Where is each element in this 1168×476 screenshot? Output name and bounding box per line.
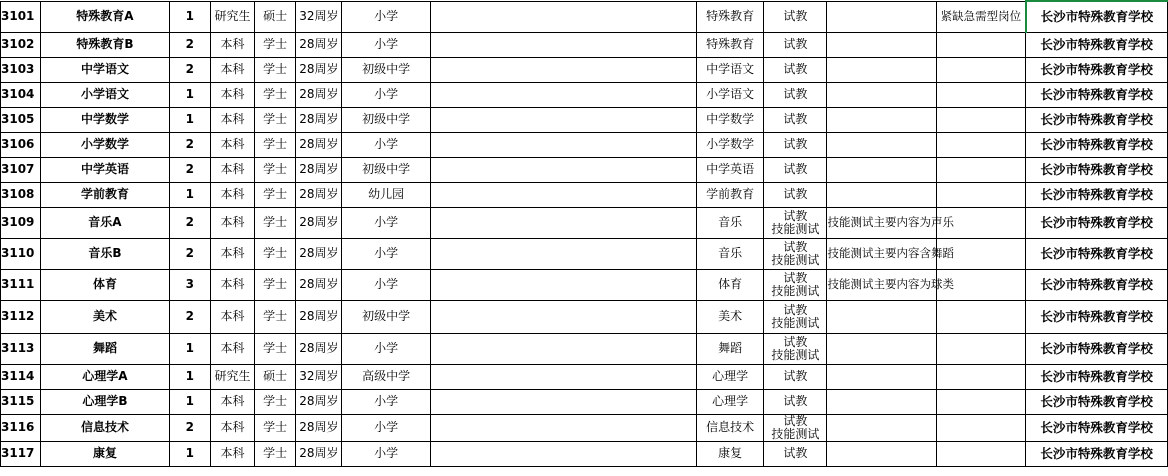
position-code-cell[interactable]: 3112 <box>1 300 41 333</box>
exam-method-cell[interactable] <box>764 182 827 207</box>
subject-cell[interactable]: 音乐 <box>696 238 763 269</box>
blank-cell[interactable] <box>430 389 696 414</box>
note-cell[interactable] <box>827 300 936 333</box>
note-cell[interactable]: 技能测试主要内容含舞蹈 <box>827 238 936 269</box>
age-limit-cell[interactable]: 28周岁 <box>296 32 342 57</box>
exam-method-cell[interactable] <box>764 300 827 333</box>
degree-cell[interactable]: 学士 <box>255 300 296 333</box>
employer-cell[interactable]: 长沙市特殊教育学校 <box>1026 333 1168 364</box>
school-level-cell[interactable]: 小学 <box>342 441 430 466</box>
position-name-cell[interactable]: 中学数学 <box>41 107 170 132</box>
subject-cell[interactable]: 音乐 <box>696 207 763 238</box>
exam-method-cell[interactable] <box>764 132 827 157</box>
position-code-cell[interactable]: 3106 <box>1 132 41 157</box>
age-limit-cell[interactable]: 28周岁 <box>296 238 342 269</box>
exam-method-item: 试教 <box>783 208 808 223</box>
age-limit-cell[interactable]: 28周岁 <box>296 132 342 157</box>
exam-method-cell[interactable] <box>764 364 827 389</box>
blank-cell[interactable] <box>430 269 696 300</box>
employer-cell[interactable]: 长沙市特殊教育学校 <box>1026 57 1168 82</box>
blank-cell[interactable] <box>430 414 696 441</box>
subject-cell[interactable]: 学前教育 <box>696 182 763 207</box>
exam-method-item: 试教 <box>783 369 808 383</box>
blank-cell[interactable] <box>430 441 696 466</box>
employer-cell[interactable]: 长沙市特殊教育学校 <box>1026 107 1168 132</box>
degree-cell[interactable]: 学士 <box>255 269 296 300</box>
exam-method-item: 试教 <box>783 137 808 151</box>
position-code-cell[interactable]: 3109 <box>1 207 41 238</box>
age-limit-cell[interactable]: 28周岁 <box>296 157 342 182</box>
exam-method-cell[interactable] <box>764 269 827 300</box>
exam-method-item: 试教 <box>783 302 808 317</box>
school-level-cell[interactable]: 小学 <box>342 333 430 364</box>
headcount-cell[interactable]: 2 <box>169 300 210 333</box>
exam-method-cell[interactable] <box>764 207 827 238</box>
education-cell[interactable]: 研究生 <box>210 364 254 389</box>
education-cell[interactable]: 本科 <box>210 207 254 238</box>
remark-cell[interactable] <box>936 32 1025 57</box>
exam-method-item: 技能测试 <box>771 252 820 267</box>
note-cell[interactable] <box>827 57 936 82</box>
degree-cell[interactable]: 学士 <box>255 57 296 82</box>
education-cell[interactable]: 本科 <box>210 389 254 414</box>
employer-cell[interactable]: 长沙市特殊教育学校 <box>1026 269 1168 300</box>
blank-cell[interactable] <box>430 157 696 182</box>
exam-method-cell[interactable] <box>764 32 827 57</box>
remark-cell[interactable] <box>936 389 1025 414</box>
subject-cell[interactable]: 美术 <box>696 300 763 333</box>
education-cell[interactable]: 本科 <box>210 333 254 364</box>
headcount-cell[interactable]: 1 <box>169 364 210 389</box>
headcount-cell[interactable]: 1 <box>169 441 210 466</box>
school-level-cell[interactable]: 初级中学 <box>342 57 430 82</box>
table-row <box>1 389 1168 414</box>
degree-cell[interactable]: 学士 <box>255 238 296 269</box>
subject-cell[interactable]: 特殊教育 <box>696 1 763 32</box>
position-code-cell[interactable]: 3111 <box>1 269 41 300</box>
position-code-cell[interactable]: 3117 <box>1 441 41 466</box>
blank-cell[interactable] <box>430 333 696 364</box>
education-cell[interactable]: 本科 <box>210 157 254 182</box>
exam-method-item: 试教 <box>783 112 808 126</box>
remark-cell[interactable] <box>936 107 1025 132</box>
exam-method-cell[interactable] <box>764 107 827 132</box>
exam-method-item: 试教 <box>783 9 808 23</box>
employer-cell[interactable]: 长沙市特殊教育学校 <box>1026 157 1168 182</box>
age-limit-cell[interactable]: 28周岁 <box>296 441 342 466</box>
education-cell[interactable]: 研究生 <box>210 1 254 32</box>
position-name-cell[interactable]: 体育 <box>41 269 170 300</box>
remark-cell[interactable] <box>936 157 1025 182</box>
table-row <box>1 82 1168 107</box>
school-level-cell[interactable]: 小学 <box>342 32 430 57</box>
exam-method-item: 试教 <box>783 62 808 76</box>
position-code-cell[interactable]: 3103 <box>1 57 41 82</box>
table-row <box>1 269 1168 300</box>
subject-cell[interactable]: 中学数学 <box>696 107 763 132</box>
school-level-cell[interactable]: 小学 <box>342 82 430 107</box>
table-row <box>1 157 1168 182</box>
position-code-cell[interactable]: 3113 <box>1 333 41 364</box>
subject-cell[interactable]: 特殊教育 <box>696 32 763 57</box>
blank-cell[interactable] <box>430 82 696 107</box>
exam-method-cell[interactable] <box>764 57 827 82</box>
school-level-cell[interactable]: 小学 <box>342 207 430 238</box>
headcount-cell[interactable]: 2 <box>169 32 210 57</box>
table-row <box>1 441 1168 466</box>
position-name-cell[interactable]: 音乐A <box>41 207 170 238</box>
blank-cell[interactable] <box>430 207 696 238</box>
employer-cell[interactable]: 长沙市特殊教育学校 <box>1026 132 1168 157</box>
age-limit-cell[interactable]: 32周岁 <box>296 1 342 32</box>
note-cell[interactable] <box>827 157 936 182</box>
exam-method-item: 试教 <box>783 37 808 51</box>
exam-method-item: 试教 <box>783 187 808 201</box>
headcount-cell[interactable]: 1 <box>169 182 210 207</box>
education-cell[interactable]: 本科 <box>210 269 254 300</box>
headcount-cell[interactable]: 2 <box>169 57 210 82</box>
position-name-cell[interactable]: 心理学B <box>41 389 170 414</box>
age-limit-cell[interactable]: 32周岁 <box>296 364 342 389</box>
school-level-cell[interactable]: 高级中学 <box>342 364 430 389</box>
remark-cell[interactable] <box>936 82 1025 107</box>
blank-cell[interactable] <box>430 238 696 269</box>
education-cell[interactable]: 本科 <box>210 414 254 441</box>
exam-method-cell[interactable] <box>764 441 827 466</box>
degree-cell[interactable]: 学士 <box>255 414 296 441</box>
age-limit-cell[interactable]: 28周岁 <box>296 107 342 132</box>
blank-cell[interactable] <box>430 132 696 157</box>
education-cell[interactable]: 本科 <box>210 132 254 157</box>
headcount-cell[interactable]: 2 <box>169 238 210 269</box>
employer-cell[interactable]: 长沙市特殊教育学校 <box>1026 364 1168 389</box>
subject-cell[interactable]: 信息技术 <box>696 414 763 441</box>
employer-cell[interactable]: 长沙市特殊教育学校 <box>1026 32 1168 57</box>
employer-cell[interactable]: 长沙市特殊教育学校 <box>1026 238 1168 269</box>
degree-cell[interactable]: 学士 <box>255 157 296 182</box>
employer-cell[interactable]: 长沙市特殊教育学校 <box>1026 441 1168 466</box>
exam-method-cell[interactable] <box>764 389 827 414</box>
degree-cell[interactable]: 学士 <box>255 207 296 238</box>
blank-cell[interactable] <box>430 107 696 132</box>
table-row <box>1 364 1168 389</box>
remark-cell[interactable] <box>936 441 1025 466</box>
position-name-cell[interactable]: 心理学A <box>41 364 170 389</box>
age-limit-cell[interactable]: 28周岁 <box>296 300 342 333</box>
degree-cell[interactable]: 学士 <box>255 82 296 107</box>
note-cell[interactable] <box>827 107 936 132</box>
position-code-cell[interactable]: 3114 <box>1 364 41 389</box>
blank-cell[interactable] <box>430 32 696 57</box>
blank-cell[interactable] <box>430 300 696 333</box>
employer-cell[interactable]: 长沙市特殊教育学校 <box>1026 1 1168 32</box>
school-level-cell[interactable]: 初级中学 <box>342 157 430 182</box>
exam-method-item: 试教 <box>783 394 808 408</box>
table-row <box>1 57 1168 82</box>
note-cell[interactable]: 技能测试主要内容为球类 <box>827 269 936 300</box>
note-cell[interactable] <box>827 389 936 414</box>
headcount-cell[interactable]: 2 <box>169 132 210 157</box>
school-level-cell[interactable]: 小学 <box>342 1 430 32</box>
exam-method-item: 试教 <box>783 270 808 285</box>
headcount-cell[interactable]: 1 <box>169 107 210 132</box>
exam-method-item: 试教 <box>783 446 808 460</box>
position-code-cell[interactable]: 3115 <box>1 389 41 414</box>
subject-cell[interactable]: 康复 <box>696 441 763 466</box>
subject-cell[interactable]: 小学数学 <box>696 132 763 157</box>
position-code-cell[interactable]: 3104 <box>1 82 41 107</box>
age-limit-cell[interactable]: 28周岁 <box>296 57 342 82</box>
table-row <box>1 182 1168 207</box>
blank-cell[interactable] <box>430 57 696 82</box>
school-level-cell[interactable]: 小学 <box>342 132 430 157</box>
exam-method-cell[interactable] <box>764 333 827 364</box>
position-name-cell[interactable]: 美术 <box>41 300 170 333</box>
subject-cell[interactable]: 中学语文 <box>696 57 763 82</box>
position-code-cell[interactable]: 3101 <box>1 1 41 32</box>
school-level-cell[interactable]: 初级中学 <box>342 107 430 132</box>
position-code-cell[interactable]: 3102 <box>1 32 41 57</box>
education-cell[interactable]: 本科 <box>210 57 254 82</box>
education-cell[interactable]: 本科 <box>210 300 254 333</box>
table-row <box>1 1 1168 32</box>
note-cell[interactable] <box>827 364 936 389</box>
exam-method-cell[interactable] <box>764 82 827 107</box>
position-code-cell[interactable]: 3107 <box>1 157 41 182</box>
employer-cell[interactable]: 长沙市特殊教育学校 <box>1026 389 1168 414</box>
position-name-cell[interactable]: 音乐B <box>41 238 170 269</box>
note-cell[interactable] <box>827 1 936 32</box>
headcount-cell[interactable]: 1 <box>169 389 210 414</box>
position-name-cell[interactable]: 小学语文 <box>41 82 170 107</box>
note-cell[interactable] <box>827 333 936 364</box>
subject-cell[interactable]: 舞蹈 <box>696 333 763 364</box>
position-name-cell[interactable]: 中学语文 <box>41 57 170 82</box>
age-limit-cell[interactable]: 28周岁 <box>296 207 342 238</box>
exam-method-item: 技能测试 <box>771 283 820 298</box>
exam-method-item: 试教 <box>783 413 808 428</box>
position-name-cell[interactable]: 特殊教育B <box>41 32 170 57</box>
remark-cell[interactable] <box>936 333 1025 364</box>
exam-method-item: 技能测试 <box>771 347 820 362</box>
note-cell[interactable] <box>827 32 936 57</box>
remark-cell[interactable] <box>936 300 1025 333</box>
exam-method-item: 试教 <box>783 87 808 101</box>
employer-cell[interactable]: 长沙市特殊教育学校 <box>1026 414 1168 441</box>
exam-method-cell[interactable] <box>764 414 827 441</box>
education-cell[interactable]: 本科 <box>210 107 254 132</box>
position-name-cell[interactable]: 康复 <box>41 441 170 466</box>
age-limit-cell[interactable]: 28周岁 <box>296 414 342 441</box>
position-name-cell[interactable]: 特殊教育A <box>41 1 170 32</box>
exam-method-cell[interactable] <box>764 157 827 182</box>
headcount-cell[interactable]: 1 <box>169 82 210 107</box>
degree-cell[interactable]: 学士 <box>255 32 296 57</box>
table-row <box>1 333 1168 364</box>
blank-cell[interactable] <box>430 1 696 32</box>
exam-method-cell[interactable] <box>764 1 827 32</box>
subject-cell[interactable]: 心理学 <box>696 389 763 414</box>
exam-method-cell[interactable] <box>764 238 827 269</box>
table-row <box>1 107 1168 132</box>
remark-cell[interactable] <box>936 132 1025 157</box>
school-level-cell[interactable]: 幼儿园 <box>342 182 430 207</box>
note-cell[interactable] <box>827 132 936 157</box>
age-limit-cell[interactable]: 28周岁 <box>296 333 342 364</box>
subject-cell[interactable]: 心理学 <box>696 364 763 389</box>
table-row <box>1 414 1168 441</box>
subject-cell[interactable]: 中学英语 <box>696 157 763 182</box>
table-row <box>1 207 1168 238</box>
exam-method-item: 技能测试 <box>771 221 820 236</box>
degree-cell[interactable]: 学士 <box>255 389 296 414</box>
exam-method-item: 试教 <box>783 162 808 176</box>
table-row <box>1 300 1168 333</box>
headcount-cell[interactable]: 1 <box>169 1 210 32</box>
employer-cell[interactable]: 长沙市特殊教育学校 <box>1026 82 1168 107</box>
employer-cell[interactable]: 长沙市特殊教育学校 <box>1026 207 1168 238</box>
headcount-cell[interactable]: 1 <box>169 333 210 364</box>
blank-cell[interactable] <box>430 182 696 207</box>
note-cell[interactable] <box>827 82 936 107</box>
school-level-cell[interactable]: 初级中学 <box>342 300 430 333</box>
table-row <box>1 238 1168 269</box>
position-code-cell[interactable]: 3105 <box>1 107 41 132</box>
exam-method-item: 技能测试 <box>771 426 820 441</box>
remark-cell[interactable] <box>936 182 1025 207</box>
note-cell[interactable] <box>827 414 936 441</box>
education-cell[interactable]: 本科 <box>210 182 254 207</box>
headcount-cell[interactable]: 2 <box>169 207 210 238</box>
education-cell[interactable]: 本科 <box>210 32 254 57</box>
school-level-cell[interactable]: 小学 <box>342 269 430 300</box>
school-level-cell[interactable]: 小学 <box>342 414 430 441</box>
remark-cell[interactable]: 紧缺急需型岗位 <box>936 1 1025 32</box>
age-limit-cell[interactable]: 28周岁 <box>296 182 342 207</box>
table-row <box>1 32 1168 57</box>
position-code-cell[interactable]: 3116 <box>1 414 41 441</box>
position-code-cell[interactable]: 3108 <box>1 182 41 207</box>
note-cell[interactable] <box>827 182 936 207</box>
note-cell[interactable] <box>827 441 936 466</box>
remark-cell[interactable] <box>936 364 1025 389</box>
position-name-cell[interactable]: 中学英语 <box>41 157 170 182</box>
education-cell[interactable]: 本科 <box>210 238 254 269</box>
exam-method-item: 试教 <box>783 334 808 349</box>
remark-cell[interactable] <box>936 414 1025 441</box>
age-limit-cell[interactable]: 28周岁 <box>296 389 342 414</box>
degree-cell[interactable]: 硕士 <box>255 364 296 389</box>
remark-cell[interactable] <box>936 57 1025 82</box>
degree-cell[interactable]: 学士 <box>255 132 296 157</box>
education-cell[interactable]: 本科 <box>210 441 254 466</box>
school-level-cell[interactable]: 小学 <box>342 238 430 269</box>
age-limit-cell[interactable]: 28周岁 <box>296 269 342 300</box>
degree-cell[interactable]: 硕士 <box>255 1 296 32</box>
position-name-cell[interactable]: 信息技术 <box>41 414 170 441</box>
table-row <box>1 132 1168 157</box>
position-name-cell[interactable]: 舞蹈 <box>41 333 170 364</box>
headcount-cell[interactable]: 2 <box>169 414 210 441</box>
education-cell[interactable]: 本科 <box>210 82 254 107</box>
subject-cell[interactable]: 小学语文 <box>696 82 763 107</box>
blank-cell[interactable] <box>430 364 696 389</box>
school-level-cell[interactable]: 小学 <box>342 389 430 414</box>
headcount-cell[interactable]: 2 <box>169 157 210 182</box>
degree-cell[interactable]: 学士 <box>255 107 296 132</box>
age-limit-cell[interactable]: 28周岁 <box>296 82 342 107</box>
note-cell[interactable]: 技能测试主要内容为声乐 <box>827 207 936 238</box>
degree-cell[interactable]: 学士 <box>255 182 296 207</box>
degree-cell[interactable]: 学士 <box>255 441 296 466</box>
exam-method-item: 试教 <box>783 239 808 254</box>
employer-cell[interactable]: 长沙市特殊教育学校 <box>1026 182 1168 207</box>
employer-cell[interactable]: 长沙市特殊教育学校 <box>1026 300 1168 333</box>
exam-method-item: 技能测试 <box>771 315 820 330</box>
headcount-cell[interactable]: 3 <box>169 269 210 300</box>
subject-cell[interactable]: 体育 <box>696 269 763 300</box>
position-code-cell[interactable]: 3110 <box>1 238 41 269</box>
position-name-cell[interactable]: 学前教育 <box>41 182 170 207</box>
degree-cell[interactable]: 学士 <box>255 333 296 364</box>
position-name-cell[interactable]: 小学数学 <box>41 132 170 157</box>
